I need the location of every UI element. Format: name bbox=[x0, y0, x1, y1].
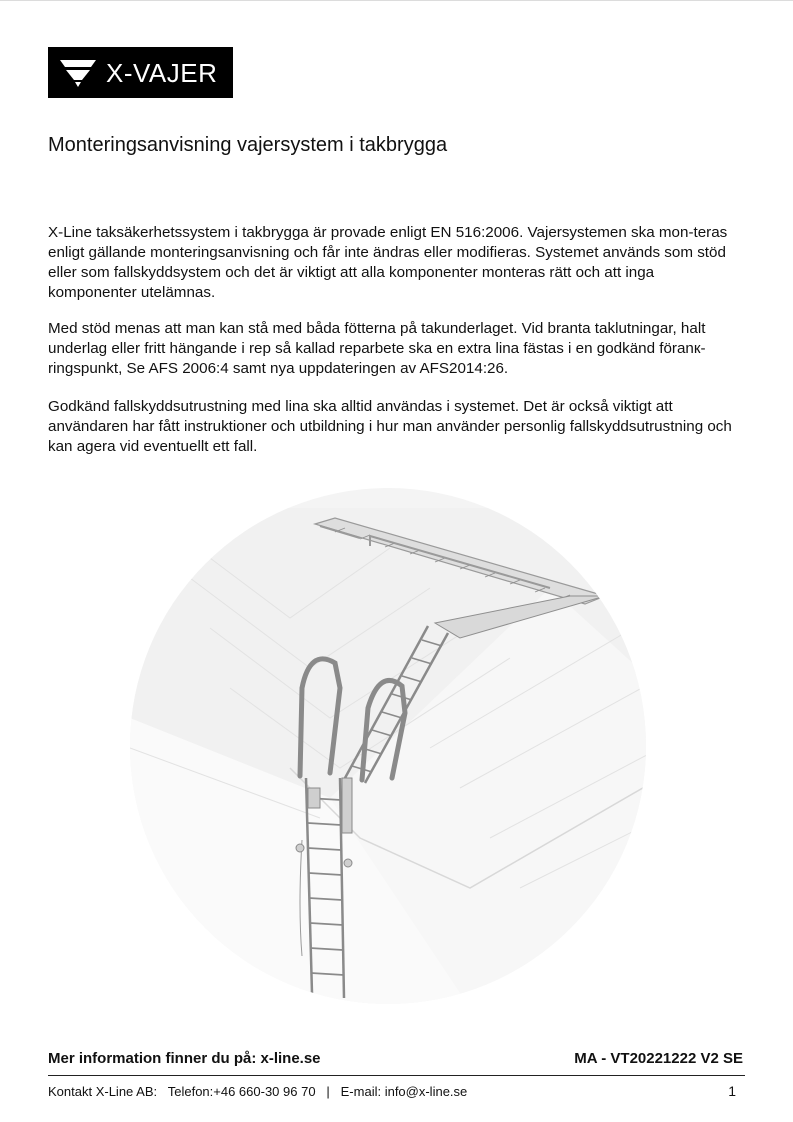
x-vajer-emblem-icon bbox=[58, 56, 98, 90]
roof-walkway-ladder-illustration bbox=[130, 488, 660, 1008]
more-info-link[interactable]: Mer information finner du på: x-line.se bbox=[48, 1050, 321, 1067]
logo-text: X-VAJER bbox=[106, 58, 218, 88]
contact-phone[interactable]: Telefon:+46 660-30 96 70 bbox=[167, 1084, 316, 1099]
x-vajer-logo bbox=[48, 47, 233, 98]
top-border bbox=[0, 0, 793, 1]
contact-separator: | bbox=[326, 1084, 330, 1099]
document-code: MA - VT20221222 V2 SE bbox=[574, 1050, 743, 1067]
footer-divider bbox=[48, 1075, 745, 1076]
paragraph-support: Med stöd menas att man kan stå med båda fötterna på takunderlaget. Vid branta taklutningar, halt underlag eller fritt hängande i rep så kallad reparbete ska en extra lina fästas i en godkänd föranк-ringspunkt, Se AFS 2006:4 samt nya uppdateringen av AFS2014:26. bbox=[48, 320, 706, 377]
paragraph-intro: X-Line taksäkerhetssystem i takbrygga är provade enligt EN 516:2006. Vajersystemen ska mon-teras enligt gällande monteringsanvisning och får inte ändras eller modifieras. Systemet används som stöd eller som fallskyddsystem och det är viktigt att alla komponenter monteras rätt och att inga komponenter utelämnas. bbox=[48, 224, 728, 301]
contact-email[interactable]: E-mail: info@x-line.se bbox=[340, 1084, 468, 1099]
page-number: 1 bbox=[728, 1083, 736, 1099]
contact-line bbox=[48, 1084, 467, 1100]
contact-company: Kontakt X-Line AB: bbox=[48, 1084, 158, 1099]
paragraph-equipment: Godkänd fallskyddsutrustning med lina ska alltid användas i systemet. Det är också viktigt att användaren har fått instruktioner och utbildning i hur man använder personlig fallskyddsutrustning och kan agera vid eventuellt ett fall. bbox=[48, 398, 732, 455]
page-title: Monteringsanvisning vajersystem i takbrygga bbox=[48, 134, 448, 156]
